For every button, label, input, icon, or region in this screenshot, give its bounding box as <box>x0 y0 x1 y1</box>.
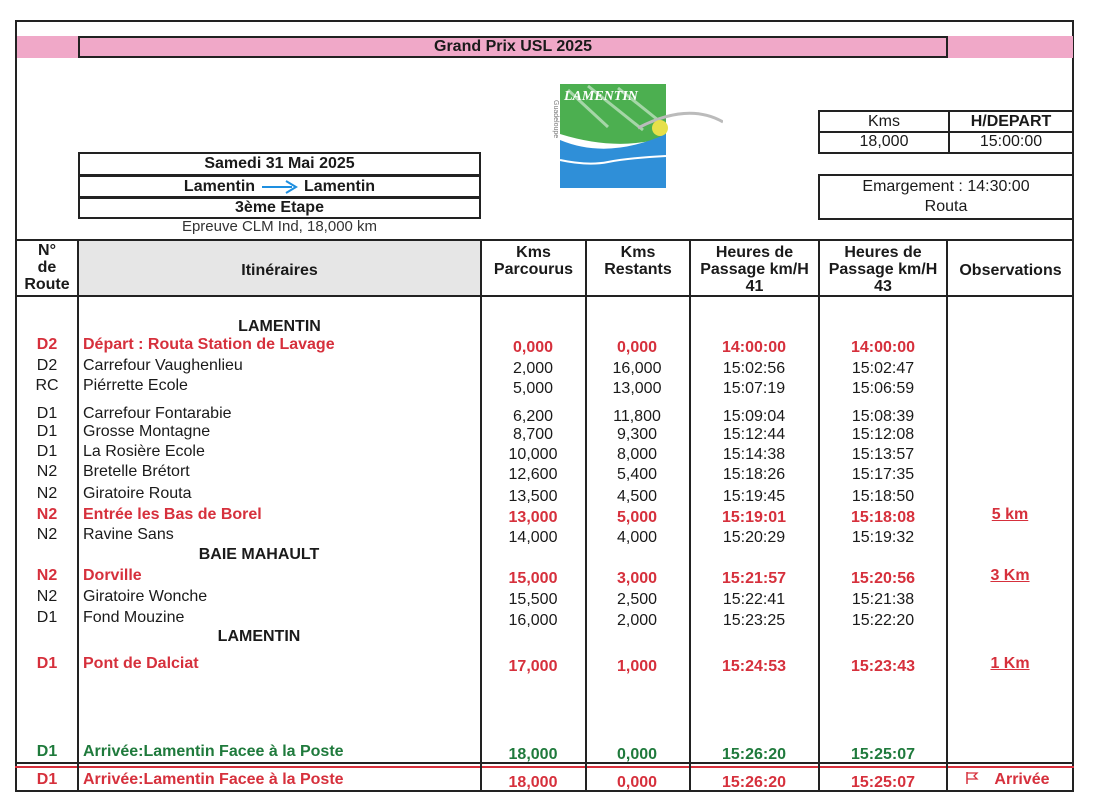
cell-itin: Arrivée:Lamentin Facee à la Poste <box>83 771 344 788</box>
table-row <box>17 506 1073 526</box>
lamentin-logo <box>548 82 723 190</box>
arrow-right-icon <box>262 180 298 194</box>
cell-h41: 15:19:45 <box>722 488 786 505</box>
cell-itin: Grosse Montagne <box>83 423 211 440</box>
cell-h43: 15:13:57 <box>851 446 915 463</box>
cell-route: D1 <box>36 423 58 440</box>
cell-h43: 15:06:59 <box>851 380 915 397</box>
cell-kmp: 10,000 <box>508 446 558 463</box>
cell-itin: Dorville <box>83 567 142 584</box>
race-stage: 3ème Etape <box>78 197 481 219</box>
kms-depart-table <box>818 110 1074 154</box>
cell-kmp: 18,000 <box>508 774 558 791</box>
table-row <box>17 423 1073 443</box>
depart-label: H/DEPART <box>970 113 1052 130</box>
cell-h41: 15:09:04 <box>722 408 786 425</box>
cell-kmp: 0,000 <box>512 339 554 356</box>
cell-h41: 15:02:56 <box>722 360 786 377</box>
cell-route: RC <box>35 377 59 394</box>
emargement-time: Emargement : 14:30:00 <box>862 178 1030 195</box>
cell-itin: Piérrette Ecole <box>83 377 188 394</box>
cell-h43: 15:21:38 <box>851 591 915 608</box>
emargement-place: Routa <box>924 198 968 215</box>
cell-kmp: 5,000 <box>512 380 554 397</box>
cell-kmr: 9,300 <box>616 426 658 443</box>
race-route <box>78 175 481 198</box>
cell-itin: Bretelle Brétort <box>83 463 190 480</box>
cell-kmr: 0,000 <box>616 339 658 356</box>
col-header-route: N° de Route <box>24 242 70 293</box>
cell-kmr: 16,000 <box>612 360 662 377</box>
cell-itin: Départ : Routa Station de Lavage <box>83 336 335 353</box>
logo-side-text: Guadeloupe <box>552 100 559 139</box>
col-header-heures-43: Heures de Passage km/H 43 <box>828 244 938 295</box>
route-to: Lamentin <box>303 178 376 195</box>
cell-kmr: 1,000 <box>616 658 658 675</box>
page-title: Grand Prix USL 2025 <box>78 36 948 58</box>
table-row <box>17 443 1073 463</box>
cell-itin: La Rosière Ecole <box>83 443 205 460</box>
cell-h43: 15:19:32 <box>851 529 915 546</box>
logo-brand-text: LAMENTIN <box>564 89 638 104</box>
cell-route: N2 <box>36 485 58 502</box>
table-row <box>17 655 1073 675</box>
cell-h41: 14:00:00 <box>721 339 787 356</box>
cell-kmr: 5,000 <box>616 509 658 526</box>
cell-obs: 3 Km <box>990 567 1030 584</box>
cell-kmr: 2,500 <box>616 591 658 608</box>
cell-route: D2 <box>36 336 58 353</box>
race-date: Samedi 31 Mai 2025 <box>78 152 481 176</box>
cell-route: N2 <box>36 588 58 605</box>
cell-h41: 15:26:20 <box>721 746 787 763</box>
section-baie-mahault: BAIE MAHAULT <box>198 546 320 563</box>
table-row <box>17 588 1073 608</box>
cell-h41: 15:24:53 <box>721 658 787 675</box>
cell-kmp: 18,000 <box>508 746 558 763</box>
cell-kmr: 5,400 <box>616 466 658 483</box>
cell-itin: Arrivée:Lamentin Facee à la Poste <box>83 743 344 760</box>
cell-kmp: 15,500 <box>508 591 558 608</box>
cell-kmp: 17,000 <box>508 658 558 675</box>
depart-value: 15:00:00 <box>979 133 1043 150</box>
cell-itin: Ravine Sans <box>83 526 174 543</box>
cell-kmr: 0,000 <box>616 774 658 791</box>
cell-itin: Carrefour Fontarabie <box>83 405 232 422</box>
cell-route: D1 <box>36 771 58 788</box>
cell-h43: 15:20:56 <box>850 570 916 587</box>
table-row <box>17 526 1073 546</box>
col-header-kms-restants: Kms Restants <box>604 244 672 278</box>
cell-h41: 15:23:25 <box>722 612 786 629</box>
cell-route: N2 <box>36 506 58 523</box>
cell-kmp: 12,600 <box>508 466 558 483</box>
table-row <box>17 377 1073 397</box>
cell-route: N2 <box>36 567 58 584</box>
table-row <box>17 336 1073 356</box>
cell-obs: 5 km <box>991 506 1029 523</box>
cell-kmr: 11,800 <box>613 408 661 425</box>
col-header-heures-41: Heures de Passage km/H 41 <box>700 244 809 295</box>
table-row <box>17 771 1073 791</box>
cell-h41: 15:22:41 <box>722 591 786 608</box>
cell-h43: 15:22:20 <box>851 612 915 629</box>
cell-h43: 15:18:08 <box>850 509 916 526</box>
cell-h41: 15:19:01 <box>721 509 787 526</box>
header-rule <box>17 295 1073 297</box>
cell-kmr: 8,000 <box>616 446 658 463</box>
table-row <box>17 609 1073 629</box>
cell-h43: 15:17:35 <box>851 466 915 483</box>
section-lamentin-2: LAMENTIN <box>217 628 301 645</box>
cell-route: D1 <box>36 655 58 672</box>
cell-kmp: 2,000 <box>512 360 554 377</box>
cell-route: D1 <box>36 609 58 626</box>
cell-route: D1 <box>36 405 58 422</box>
cell-itin: Giratoire Wonche <box>83 588 208 605</box>
cell-h41: 15:07:19 <box>722 380 786 397</box>
route-from: Lamentin <box>183 178 256 195</box>
cell-h41: 15:12:44 <box>722 426 786 443</box>
cell-kmr: 4,500 <box>616 488 658 505</box>
cell-h43: 15:02:47 <box>851 360 915 377</box>
table-row <box>17 357 1073 377</box>
cell-itin: Carrefour Vaughenlieu <box>83 357 243 374</box>
cell-kmr: 2,000 <box>616 612 658 629</box>
race-event: Epreuve CLM Ind, 18,000 km <box>181 218 378 235</box>
table-row <box>17 567 1073 587</box>
cell-obs: 1 Km <box>990 655 1030 672</box>
cell-h43: 15:12:08 <box>851 426 915 443</box>
cell-kmp: 14,000 <box>508 529 558 546</box>
cell-h43: 14:00:00 <box>850 339 916 356</box>
kms-value: 18,000 <box>859 133 909 150</box>
cell-route: D1 <box>36 443 58 460</box>
cell-kmp: 6,200 <box>512 408 554 425</box>
cell-itin: Pont de Dalciat <box>83 655 199 672</box>
cell-kmp: 13,000 <box>508 509 558 526</box>
cell-route: N2 <box>36 526 58 543</box>
cell-obs: Arrivée <box>994 771 1050 788</box>
cell-kmp: 8,700 <box>512 426 554 443</box>
cell-route: D1 <box>36 743 58 760</box>
cell-kmp: 15,000 <box>508 570 558 587</box>
cell-itin: Entrée les Bas de Borel <box>83 506 262 523</box>
flag-icon <box>965 771 979 785</box>
col-header-observations: Observations <box>959 262 1062 279</box>
col-header-kms-parcourus: Kms Parcourus <box>493 244 574 278</box>
cell-kmr: 3,000 <box>616 570 658 587</box>
cell-kmr: 4,000 <box>616 529 658 546</box>
cell-h43: 15:25:07 <box>850 774 916 791</box>
cell-kmp: 13,500 <box>508 488 558 505</box>
emargement-box <box>818 174 1074 220</box>
cell-itin: Fond Mouzine <box>83 609 185 626</box>
cell-h41: 15:14:38 <box>722 446 786 463</box>
cell-kmr: 13,000 <box>612 380 662 397</box>
red-rule <box>15 766 1074 768</box>
cell-kmp: 16,000 <box>508 612 558 629</box>
table-row <box>17 405 1073 425</box>
cell-h43: 15:25:07 <box>850 746 916 763</box>
col-header-itineraires: Itinéraires <box>241 262 318 279</box>
cell-h43: 15:23:43 <box>850 658 916 675</box>
cell-route: D2 <box>36 357 58 374</box>
cell-h43: 15:08:39 <box>851 408 915 425</box>
cell-h41: 15:26:20 <box>721 774 787 791</box>
cell-itin: Giratoire Routa <box>83 485 192 502</box>
table-row <box>17 743 1073 763</box>
cell-h41: 15:20:29 <box>722 529 786 546</box>
cell-h41: 15:18:26 <box>722 466 786 483</box>
kms-label: Kms <box>868 113 900 130</box>
table-row <box>17 485 1073 505</box>
section-lamentin: LAMENTIN <box>238 318 321 335</box>
cell-route: N2 <box>36 463 58 480</box>
table-row <box>17 463 1073 483</box>
cell-h43: 15:18:50 <box>851 488 915 505</box>
cell-kmr: 0,000 <box>616 746 658 763</box>
cell-h41: 15:21:57 <box>721 570 787 587</box>
